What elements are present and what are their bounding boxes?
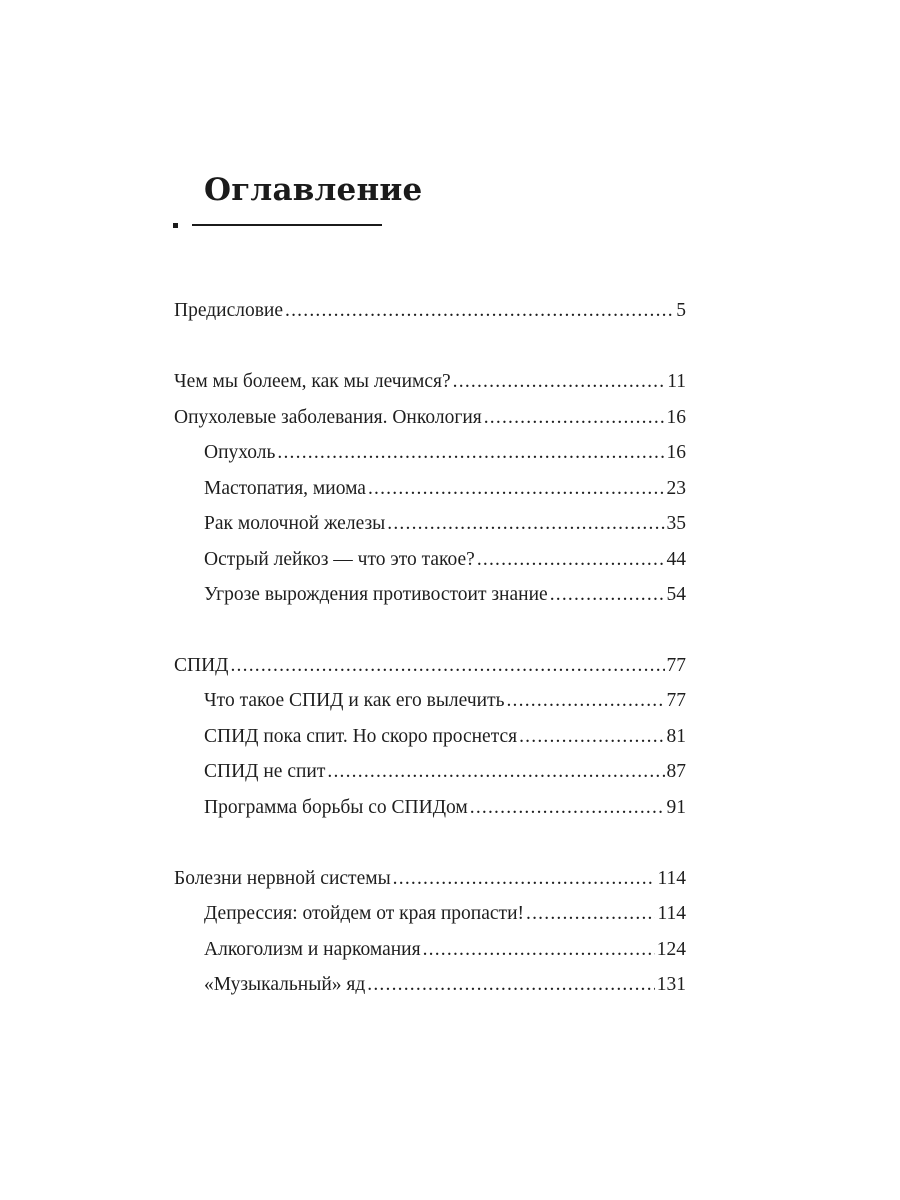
toc-entry-title: СПИД пока спит. Но скоро проснется [204,726,518,747]
toc-entry-tumor[interactable] [204,440,686,466]
toc-entry-title: Программа борьбы со СПИДом [204,797,468,818]
toc-page-number: 81 [666,726,686,747]
toc-entry-aids-program[interactable] [204,795,686,821]
toc-entry-title: Острый лейкоз — что это такое? [204,549,475,570]
toc-page-number: 77 [666,690,686,711]
toc-entry-title: «Музыкальный» яд [204,974,366,995]
toc-page-number: 124 [656,939,686,960]
toc-entry-title: Мастопатия, миома [204,478,366,499]
toc-entry-aids-sleeps[interactable] [204,724,686,750]
toc-dot-leader [506,688,664,714]
toc-page-number: 131 [656,974,686,995]
toc-dot-leader [367,972,654,998]
toc-page-number: 23 [666,478,686,499]
toc-entry-title: СПИД [174,655,229,676]
toc-page-number: 114 [657,868,686,889]
toc-dot-leader [387,511,664,537]
toc-page-number: 11 [667,371,686,392]
toc-dot-leader [277,440,664,466]
toc-entry-breast-cancer[interactable] [204,511,686,537]
toc-entry-title: Опухоль [204,442,276,463]
toc-entry-aids[interactable] [174,653,686,679]
toc-dot-leader [526,901,655,927]
toc-dot-leader [285,298,674,324]
toc-entry-title: Рак молочной железы [204,513,386,534]
toc-entry-preface[interactable] [174,298,686,324]
toc-dot-leader [368,476,665,502]
toc-page-number: 16 [666,442,686,463]
toc-page-number: 87 [666,761,686,782]
toc-entry-nervous-system[interactable] [174,866,686,892]
toc-entry-title: Алкоголизм и наркомания [204,939,421,960]
toc-page-number: 91 [666,797,686,818]
toc-entry-title: Чем мы болеем, как мы лечимся? [174,371,451,392]
toc-entry-mastopathy[interactable] [204,476,686,502]
toc-entry-title: Депрессия: отойдем от края пропасти! [204,903,525,924]
toc-page-number: 114 [657,903,686,924]
toc-page-number: 54 [666,584,686,605]
toc-entry-title: Опухолевые заболевания. Онкология [174,407,482,428]
toc-page-number: 5 [676,300,686,321]
toc-page-number: 35 [666,513,686,534]
toc-entry-leukemia[interactable] [204,547,686,573]
toc-entry-title: СПИД не спит [204,761,326,782]
toc-dot-leader [327,759,664,785]
toc-entry-title: Предисловие [174,300,284,321]
toc-dot-leader [550,582,665,608]
toc-dot-leader [519,724,664,750]
toc-entry-what-is-aids[interactable] [204,688,686,714]
toc-dot-leader [230,653,664,679]
toc-entry-depression[interactable] [204,901,686,927]
toc-entry-aids-not-sleeping[interactable] [204,759,686,785]
toc-dot-leader [453,369,666,395]
page-title: Оглавление [204,172,423,208]
toc-entry-musical-poison[interactable] [204,972,686,998]
toc-entry-alcoholism[interactable] [204,937,686,963]
toc-dot-leader [470,795,665,821]
toc-page-number: 77 [666,655,686,676]
toc-page-number: 16 [666,407,686,428]
toc-entry-title: Что такое СПИД и как его вылечить [204,690,505,711]
toc-entry-degeneration[interactable] [204,582,686,608]
toc-entry-oncology[interactable] [174,405,686,431]
toc-entry-how-we-get-sick[interactable] [174,369,686,395]
toc-entry-title: Угрозе вырождения противостоит знание [204,584,548,605]
toc-dot-leader [423,937,655,963]
toc-page-number: 44 [666,549,686,570]
toc-dot-leader [484,405,665,431]
toc-dot-leader [393,866,656,892]
toc-entry-title: Болезни нервной системы [174,868,391,889]
toc-dot-leader [477,547,665,573]
